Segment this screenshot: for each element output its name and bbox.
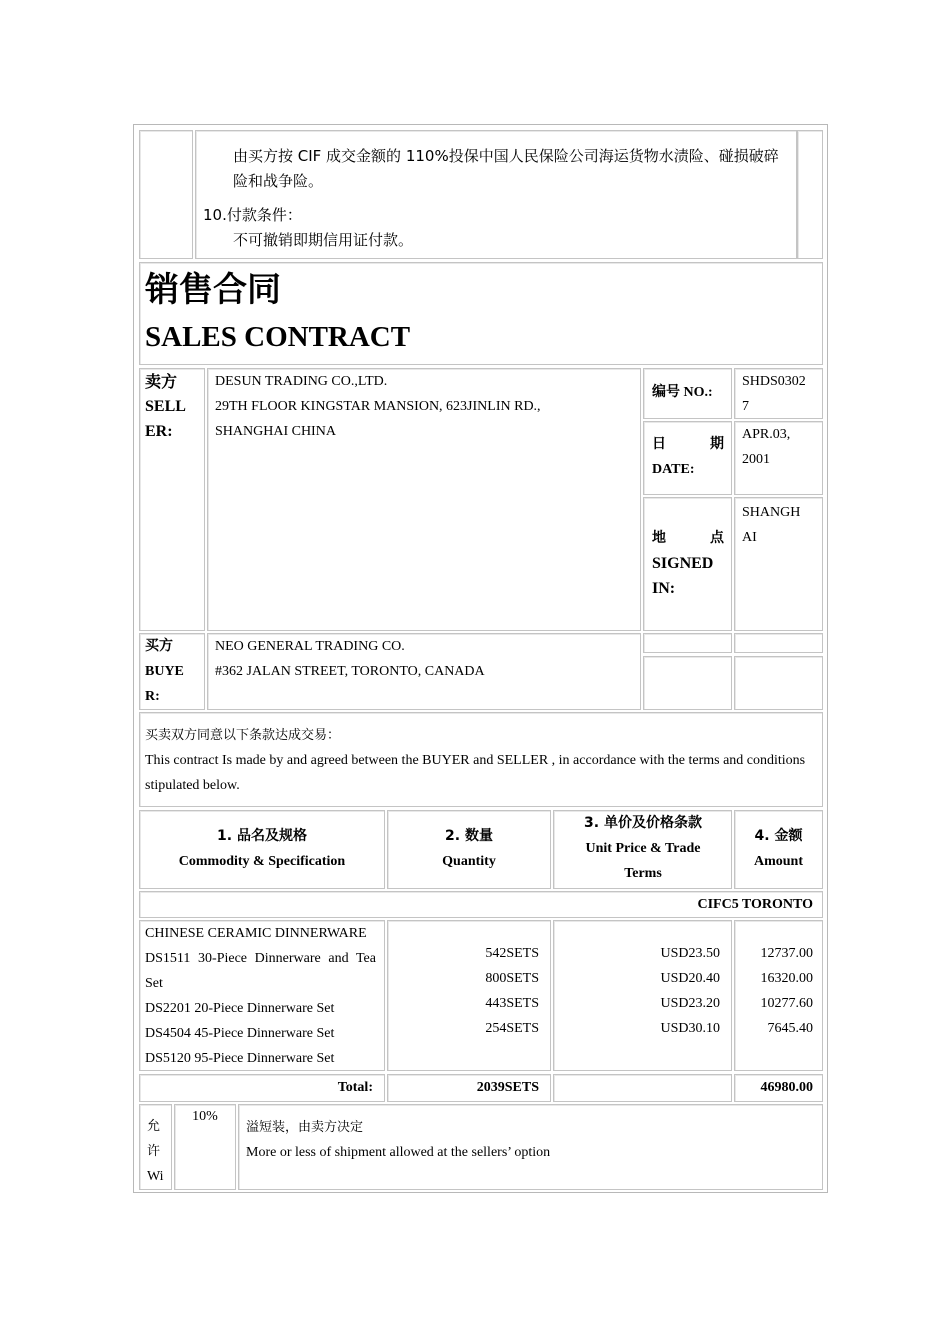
buyer-label-en-2: R: bbox=[145, 689, 160, 704]
allowance-en: More or less of shipment allowed at the sellers’ option bbox=[246, 1145, 551, 1160]
date-label bbox=[652, 432, 724, 482]
no-value-line-1: SHDS0302 bbox=[742, 374, 806, 389]
commodity-row: DS2201 20-Piece Dinnerware Set bbox=[145, 1001, 335, 1016]
quantity-value: 800SETS bbox=[485, 971, 539, 986]
place-label-en-2: IN: bbox=[652, 580, 676, 597]
total-label: Total: bbox=[337, 1080, 373, 1095]
trade-term: CIFC5 TORONTO bbox=[697, 897, 813, 912]
no-value-cell bbox=[734, 368, 823, 419]
allowance-label bbox=[147, 1114, 164, 1189]
price-list bbox=[660, 941, 720, 1041]
total-qty-cell bbox=[387, 1074, 551, 1102]
buyer-label-cn: 买方 bbox=[145, 638, 173, 654]
buyer-meta-blank-2 bbox=[734, 633, 823, 653]
seller-label-cell bbox=[139, 368, 205, 631]
date-value bbox=[742, 422, 790, 472]
allowance-label-2: 许 bbox=[147, 1144, 161, 1159]
buyer-meta-blank-3 bbox=[643, 656, 732, 710]
place-value-line-2: AI bbox=[742, 530, 757, 545]
date-value-line-1: APR.03, bbox=[742, 427, 791, 442]
date-label-en: DATE: bbox=[652, 462, 695, 477]
seller-label-en-1: SELL bbox=[145, 398, 186, 415]
header-amount-cn: 4. 金额 bbox=[754, 828, 803, 844]
amount-value: 7645.40 bbox=[767, 1021, 813, 1036]
total-price-blank-cell bbox=[553, 1074, 732, 1102]
buyer-line: NEO GENERAL TRADING CO. bbox=[215, 639, 405, 654]
price-value: USD23.20 bbox=[660, 996, 720, 1011]
seller-line: 29TH FLOOR KINGSTAR MANSION, 623JINLIN RD., bbox=[215, 399, 541, 414]
place-value bbox=[742, 500, 800, 550]
amount-value: 10277.60 bbox=[760, 996, 813, 1011]
allowance-text-cell bbox=[238, 1104, 823, 1190]
total-amount: 46980.00 bbox=[760, 1080, 813, 1095]
header-commodity-en: Commodity & Specification bbox=[178, 854, 346, 869]
place-label-cell bbox=[643, 497, 732, 631]
commodity-row: DS4504 45-Piece Dinnerware Set bbox=[145, 1026, 335, 1041]
buyer-label bbox=[145, 634, 184, 709]
seller-label-cn: 卖方 bbox=[145, 372, 178, 391]
allowance-text bbox=[246, 1115, 550, 1165]
quantity-value: 254SETS bbox=[485, 1021, 539, 1036]
allowance-percent: 10% bbox=[192, 1109, 218, 1124]
no-value bbox=[742, 369, 806, 419]
seller-line: SHANGHAI CHINA bbox=[215, 424, 336, 439]
commodity-body-cell bbox=[139, 920, 385, 1071]
header-unit-price bbox=[553, 810, 732, 889]
header-commodity-text bbox=[140, 824, 384, 874]
payment-heading: 10.付款条件： bbox=[203, 206, 302, 224]
agreement-en: This contract Is made by and agreed between the BUYER and SELLER , in accordance with the terms and conditions stipulated below. bbox=[145, 753, 806, 793]
no-value-line-2: 7 bbox=[742, 399, 749, 414]
buyer-address bbox=[215, 634, 485, 684]
header-quantity bbox=[387, 810, 551, 889]
quantity-value: 542SETS bbox=[485, 946, 539, 961]
header-amount-en: Amount bbox=[753, 854, 803, 869]
allowance-label-3: Wi bbox=[147, 1169, 164, 1184]
header-amount-text bbox=[735, 824, 822, 874]
header-quantity-cn: 2. 数量 bbox=[445, 828, 493, 844]
seller-line: DESUN TRADING CO.,LTD. bbox=[215, 374, 388, 389]
buyer-meta-blank-4 bbox=[734, 656, 823, 710]
price-value: USD23.50 bbox=[660, 946, 720, 961]
trade-term-cell bbox=[139, 891, 823, 918]
top-left-blank-cell bbox=[139, 130, 193, 259]
price-body-cell bbox=[553, 920, 732, 1071]
contract-frame bbox=[133, 124, 828, 1193]
buyer-meta-blank-1 bbox=[643, 633, 732, 653]
title-en: SALES CONTRACT bbox=[145, 321, 411, 353]
quantity-value: 443SETS bbox=[485, 996, 539, 1011]
commodity-list bbox=[145, 921, 376, 1071]
no-label: 编号 NO.: bbox=[652, 385, 713, 400]
buyer-line: #362 JALAN STREET, TORONTO, CANADA bbox=[215, 664, 485, 679]
place-label bbox=[652, 526, 724, 601]
date-label-cn-2: 期 bbox=[710, 436, 724, 452]
top-clause-cell bbox=[195, 130, 797, 259]
place-label-cn-1: 地 bbox=[652, 530, 666, 546]
place-label-cn-2: 点 bbox=[710, 530, 724, 546]
header-unit-price-cn: 3. 单价及价格条款 bbox=[584, 815, 702, 831]
quantity-body-cell bbox=[387, 920, 551, 1071]
allowance-cn: 溢短装，由卖方决定 bbox=[246, 1120, 364, 1135]
header-commodity bbox=[139, 810, 385, 889]
header-quantity-en: Quantity bbox=[442, 854, 496, 869]
place-value-line-1: SHANGH bbox=[742, 505, 801, 520]
price-value: USD20.40 bbox=[660, 971, 720, 986]
header-unit-price-text bbox=[568, 811, 718, 886]
date-label-cell bbox=[643, 421, 732, 495]
insurance-text: 由买方按 CIF 成交金额的 110%投保中国人民保险公司海运货物水渍险、碰损破碎险和战争险。 bbox=[233, 147, 779, 190]
commodity-row: DS5120 95-Piece Dinnerware Set bbox=[145, 1051, 335, 1066]
header-quantity-text bbox=[388, 824, 550, 874]
payment-text: 不可撤销即期信用证付款。 bbox=[233, 231, 414, 249]
seller-info-cell bbox=[207, 368, 641, 631]
commodity-row: DS1511 30-Piece Dinnerware and Tea Set bbox=[145, 951, 376, 991]
seller-label-en-2: ER: bbox=[145, 423, 173, 440]
seller-address bbox=[215, 369, 541, 444]
amount-list bbox=[761, 941, 814, 1041]
total-amount-cell bbox=[734, 1074, 823, 1102]
agreement-text bbox=[145, 723, 817, 798]
date-label-cn-1: 日 bbox=[652, 436, 666, 452]
price-value: USD30.10 bbox=[660, 1021, 720, 1036]
no-label-cell bbox=[643, 368, 732, 419]
buyer-label-en-1: BUYE bbox=[145, 664, 184, 679]
seller-label bbox=[145, 369, 186, 444]
agreement-cn: 买卖双方同意以下条款达成交易： bbox=[145, 728, 341, 743]
header-unit-price-en: Unit Price & Trade Terms bbox=[585, 841, 701, 881]
allowance-label-cell bbox=[139, 1104, 172, 1190]
title-cell bbox=[139, 262, 823, 365]
place-label-en-1: SIGNED bbox=[652, 555, 714, 572]
amount-value: 16320.00 bbox=[760, 971, 813, 986]
commodity-title: CHINESE CERAMIC DINNERWARE bbox=[145, 926, 367, 941]
amount-body-cell bbox=[734, 920, 823, 1071]
place-value-cell bbox=[734, 497, 823, 631]
header-amount bbox=[734, 810, 823, 889]
allowance-label-1: 允 bbox=[147, 1119, 161, 1134]
top-right-blank-cell bbox=[797, 130, 823, 259]
quantity-list bbox=[485, 941, 539, 1041]
date-value-line-2: 2001 bbox=[742, 452, 770, 467]
header-commodity-cn: 1. 品名及规格 bbox=[217, 828, 307, 844]
agreement-cell bbox=[139, 712, 823, 807]
total-label-cell bbox=[139, 1074, 385, 1102]
buyer-info-cell bbox=[207, 633, 641, 710]
amount-value: 12737.00 bbox=[760, 946, 813, 961]
total-qty: 2039SETS bbox=[476, 1080, 539, 1095]
title-cn: 销售合同 bbox=[145, 270, 281, 310]
buyer-label-cell bbox=[139, 633, 205, 710]
allowance-percent-cell bbox=[174, 1104, 236, 1190]
date-value-cell bbox=[734, 421, 823, 495]
